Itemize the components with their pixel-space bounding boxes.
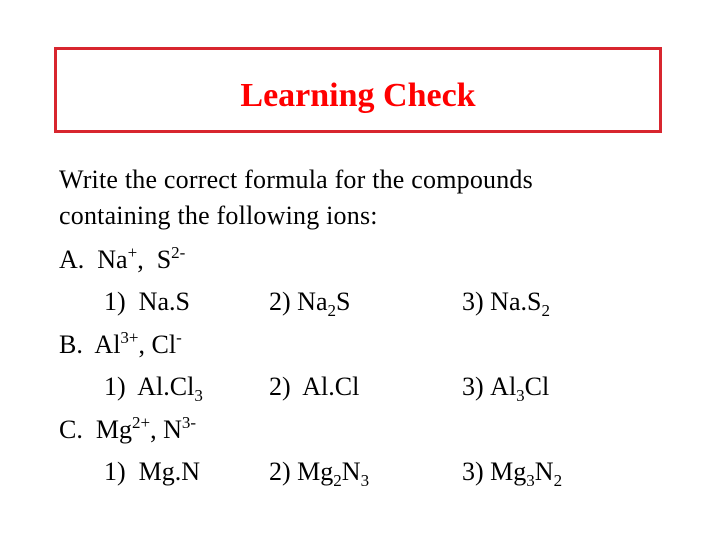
ion-symbol: Cl	[151, 330, 177, 359]
formula-subscript: 3	[526, 471, 535, 490]
instructions-line-2: containing the following ions:	[59, 201, 378, 230]
ion-symbol: Mg	[95, 415, 132, 444]
option-c2[interactable]	[269, 457, 370, 490]
formula-part: Na	[297, 287, 328, 316]
formula-part: S	[336, 287, 351, 316]
problem-c-ions: C. $Mg^{2+}$, $N^{3-}$	[59, 413, 197, 444]
option-number: 3)	[462, 372, 484, 401]
formula-part: Mg	[297, 457, 334, 486]
option-c1[interactable]: 1) Mg.N	[104, 457, 201, 486]
problem-label: A.	[59, 245, 85, 274]
option-number: 2)	[269, 287, 291, 316]
option-a1[interactable]: 1) Na.S	[104, 287, 190, 316]
formula-subscript: 2	[541, 301, 550, 320]
formula-part: Mg	[490, 457, 527, 486]
ion-symbol: Al	[94, 330, 121, 359]
option-a3[interactable]: 3) $Na.S_2$	[462, 287, 550, 320]
ion-symbol: N	[163, 415, 182, 444]
option-number: 2)	[269, 457, 291, 486]
formula-part: Al	[137, 372, 164, 401]
formula-subscript: 3	[194, 386, 203, 405]
title-box	[54, 47, 662, 133]
ion-charge: 2-	[171, 243, 186, 262]
option-number: 3)	[462, 457, 484, 486]
option-number: 1)	[104, 287, 126, 316]
ion-charge: -	[176, 328, 182, 347]
instructions-line-1: Write the correct formula for the compounds	[59, 165, 533, 194]
ion-symbol: S	[156, 245, 172, 274]
option-number: 1)	[104, 372, 126, 401]
formula-part: Cl	[169, 372, 195, 401]
option-number: 3)	[462, 287, 484, 316]
formula-part: N	[534, 457, 554, 486]
formula-part: N	[181, 457, 201, 486]
formula-part: Na	[138, 287, 169, 316]
ion-charge: 3+	[120, 328, 139, 347]
formula-part: S	[527, 287, 542, 316]
formula-part: Na	[490, 287, 521, 316]
option-number: 1)	[104, 457, 126, 486]
option-b1[interactable]: 1) $Al.Cl_3$	[104, 372, 203, 405]
problem-a-ions: A. Na+, $S^{2-}$	[59, 243, 186, 274]
formula-part: Al	[302, 372, 329, 401]
slide-title: Learning Check	[240, 77, 476, 114]
ion-charge: 2+	[131, 413, 151, 432]
problem-label: B.	[59, 330, 83, 359]
option-a2[interactable]	[269, 287, 351, 320]
ion-charge: 3-	[181, 413, 197, 432]
ion-charge: +	[127, 243, 138, 262]
formula-part: Mg	[138, 457, 175, 486]
option-b2[interactable]: 2) Al.Cl	[269, 372, 360, 401]
formula-part: S	[175, 287, 190, 316]
formula-part: Cl	[334, 372, 360, 401]
formula-subscript: 3	[516, 386, 525, 405]
option-number: 2)	[269, 372, 291, 401]
formula-subscript: 3	[360, 471, 370, 490]
problem-b-ions: B. $Al^{3+}$, Cl-	[59, 328, 182, 359]
problem-label: C.	[59, 415, 83, 444]
formula-subscript: 2	[327, 301, 336, 320]
formula-part: Al	[490, 372, 517, 401]
ion-symbol: Na	[97, 245, 128, 274]
option-c3[interactable]	[462, 457, 563, 490]
option-b3[interactable]	[462, 372, 550, 405]
formula-part: Cl	[524, 372, 550, 401]
formula-subscript: 2	[333, 471, 342, 490]
formula-subscript: 2	[553, 471, 563, 490]
formula-part: N	[341, 457, 361, 486]
